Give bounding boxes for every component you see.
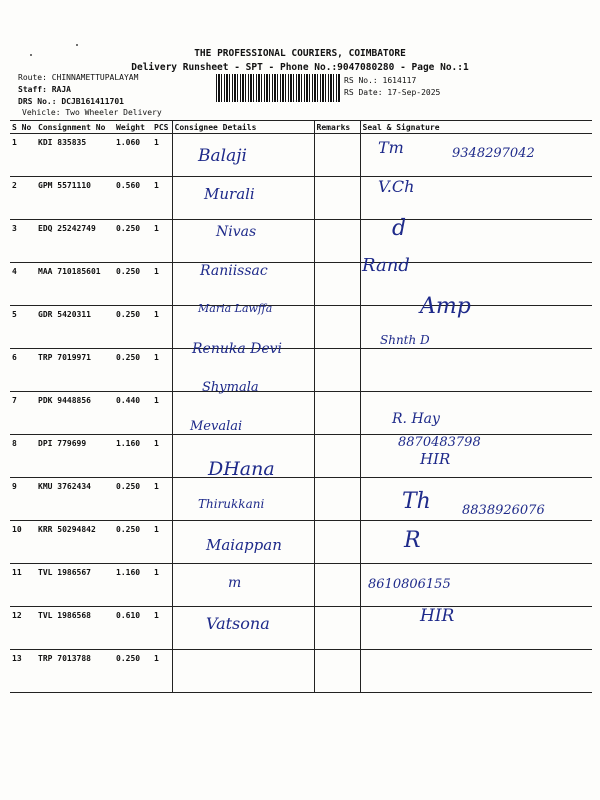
report-title: THE PROFESSIONAL COURIERS, COIMBATORE [194,48,406,59]
remarks-cell [314,435,360,478]
row-sno: 11 [10,564,36,607]
table-row [10,564,592,607]
seal-cell [360,607,592,650]
row-sno: 13 [10,650,36,693]
row-weight: 0.250 [114,220,152,263]
row-sno: 12 [10,607,36,650]
row-pcs: 1 [152,607,172,650]
runsheet-table [10,120,592,693]
remarks-cell [314,564,360,607]
row-weight: 0.440 [114,392,152,435]
row-consignment-no: TVL 1986568 [36,607,114,650]
handwritten-consignee-name: Mevalai [190,419,243,434]
row-sno: 2 [10,177,36,220]
handwritten-phone-number: 9348297042 [452,146,535,161]
staff-value: RAJA [51,85,71,94]
row-weight: 0.250 [114,263,152,306]
row-sno: 3 [10,220,36,263]
remarks-cell [314,263,360,306]
meta-left [18,72,138,108]
vehicle-line [22,107,162,119]
report-subtitle: Delivery Runsheet - SPT - Phone No.:9047080280 - Page No.:1 [131,62,469,73]
handwritten-phone-number: 8870483798 [398,435,481,450]
meta-right [344,75,440,99]
vehicle-value: Two Wheeler Delivery [65,108,162,117]
consignee-cell [172,650,314,693]
row-sno: 10 [10,521,36,564]
table-row [10,263,592,306]
row-pcs: 1 [152,392,172,435]
handwritten-signature: R. Hay [392,411,440,427]
table-row [10,349,592,392]
handwritten-signature: Th [402,489,431,514]
row-pcs: 1 [152,306,172,349]
handwritten-consignee-name: Nivas [216,224,257,240]
row-weight: 0.250 [114,306,152,349]
barcode [216,74,341,102]
handwritten-consignee-name: DHana [208,458,275,480]
row-consignment-no: KDI 835835 [36,134,114,177]
remarks-cell [314,607,360,650]
table-row [10,306,592,349]
handwritten-consignee-name: Murali [204,185,255,203]
seal-cell [360,521,592,564]
handwritten-signature: Amp [420,294,471,319]
drs-label: DRS No.: [18,97,57,106]
rs-no-label: RS No.: [344,76,378,85]
row-pcs: 1 [152,220,172,263]
rs-date-value: 17-Sep-2025 [387,88,441,97]
handwritten-signature: V.Ch [378,177,415,196]
row-consignment-no: MAA 710185601 [36,263,114,306]
col-header-weight: Weight [114,121,152,134]
row-consignment-no: KRR 50294842 [36,521,114,564]
table-row [10,650,592,693]
handwritten-signature: HIR [420,450,451,468]
table-row [10,607,592,650]
remarks-cell [314,478,360,521]
row-weight: 1.160 [114,435,152,478]
handwritten-consignee-name: Maria Lawffa [198,302,273,315]
col-header-pcs: PCS [152,121,172,134]
col-header-seal: Seal & Signature [360,121,592,134]
row-weight: 1.060 [114,134,152,177]
handwritten-consignee-name: Raniissac [200,263,268,279]
row-pcs: 1 [152,564,172,607]
row-consignment-no: TVL 1986567 [36,564,114,607]
remarks-cell [314,349,360,392]
row-sno: 6 [10,349,36,392]
handwritten-consignee-name: Maiappan [206,536,282,554]
table-row [10,177,592,220]
handwritten-signature: R [404,528,421,553]
remarks-cell [314,134,360,177]
row-weight: 0.250 [114,478,152,521]
row-consignment-no: DPI 779699 [36,435,114,478]
consignee-cell [172,564,314,607]
row-weight: 0.560 [114,177,152,220]
col-header-remarks: Remarks [314,121,360,134]
row-sno: 8 [10,435,36,478]
drs-value: DCJB161411701 [61,97,124,106]
seal-cell [360,650,592,693]
row-weight: 1.160 [114,564,152,607]
route-value: CHINNAMETTUPALAYAM [51,73,139,82]
row-weight: 0.250 [114,650,152,693]
row-pcs: 1 [152,134,172,177]
staff-label: Staff: [18,85,47,94]
handwritten-phone-number: 8838926076 [462,503,545,518]
scan-dot [76,44,78,46]
row-pcs: 1 [152,263,172,306]
row-consignment-no: EDQ 25242749 [36,220,114,263]
row-sno: 5 [10,306,36,349]
rs-date-label: RS Date: [344,88,383,97]
row-sno: 4 [10,263,36,306]
handwritten-signature: HIR [420,606,455,626]
remarks-cell [314,650,360,693]
route-label: Route: [18,73,47,82]
row-weight: 0.250 [114,349,152,392]
row-consignment-no: GDR 5420311 [36,306,114,349]
row-pcs: 1 [152,177,172,220]
row-consignment-no: TRP 7013788 [36,650,114,693]
row-sno: 1 [10,134,36,177]
table-row [10,220,592,263]
row-weight: 0.610 [114,607,152,650]
handwritten-consignee-name: Renuka Devi [192,341,283,357]
row-consignment-no: TRP 7019971 [36,349,114,392]
row-pcs: 1 [152,521,172,564]
seal-cell [360,349,592,392]
col-header-consignment: Consignment No [36,121,114,134]
row-sno: 9 [10,478,36,521]
handwritten-consignee-name: Shymala [202,380,259,395]
handwritten-consignee-name: m [228,575,242,591]
remarks-cell [314,392,360,435]
col-header-consignee: Consignee Details [172,121,314,134]
handwritten-consignee-name: Thirukkani [198,497,265,511]
row-pcs: 1 [152,478,172,521]
remarks-cell [314,177,360,220]
col-header-sno: S No [10,121,36,134]
table-header-row [10,121,592,134]
handwritten-consignee-name: Vatsona [206,614,270,633]
handwritten-signature: Rand [362,255,410,276]
table-row [10,435,592,478]
row-pcs: 1 [152,650,172,693]
handwritten-phone-number: 8610806155 [368,577,451,592]
row-consignment-no: PDK 9448856 [36,392,114,435]
row-pcs: 1 [152,435,172,478]
row-consignment-no: KMU 3762434 [36,478,114,521]
handwritten-consignee-name: Balaji [198,146,247,166]
remarks-cell [314,521,360,564]
table-row [10,521,592,564]
handwritten-signature: Shnth D [380,333,430,347]
table-row [10,392,592,435]
row-consignment-no: GPM 5571110 [36,177,114,220]
row-pcs: 1 [152,349,172,392]
remarks-cell [314,220,360,263]
remarks-cell [314,306,360,349]
row-sno: 7 [10,392,36,435]
row-weight: 0.250 [114,521,152,564]
rs-no-value: 1614117 [382,76,417,85]
handwritten-signature: Tm [378,138,404,157]
handwritten-signature: d [392,216,407,241]
vehicle-label: Vehicle: [22,108,61,117]
